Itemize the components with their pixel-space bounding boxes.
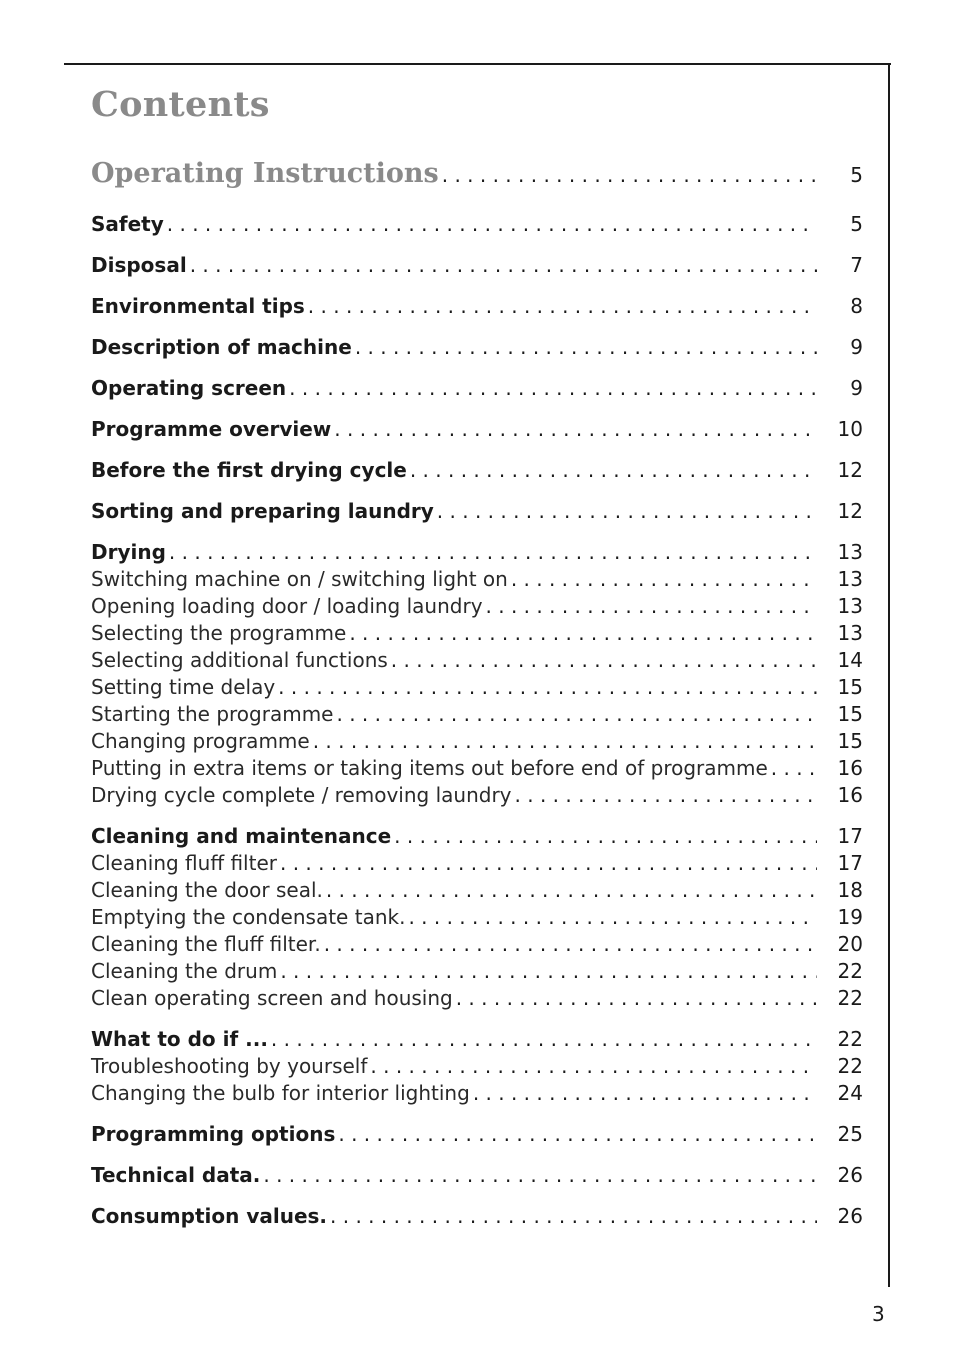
dot-leader [169,540,817,564]
top-rule [64,63,891,65]
dot-leader [391,648,817,672]
dot-leader [271,1027,817,1051]
toc-entry-page: 13 [837,540,863,564]
toc-entry[interactable] [91,294,863,321]
dot-leader [442,163,817,187]
dot-leader [308,294,817,318]
toc-subentry[interactable] [91,729,863,756]
toc-entry[interactable] [91,1163,863,1190]
toc-entry-label: Safety [91,212,164,236]
toc-entry[interactable] [91,499,863,526]
dot-leader [355,335,817,359]
toc-subentry[interactable] [91,878,863,905]
toc-entry[interactable] [91,540,863,567]
toc-entry-page: 19 [837,905,863,929]
toc-entry-label: Drying cycle complete / removing laundry [91,783,512,807]
toc-entry-label: Clean operating screen and housing [91,986,453,1010]
toc-entry[interactable] [91,458,863,485]
toc-entry-label: Troubleshooting by yourself [91,1054,368,1078]
dot-leader [456,986,817,1010]
toc-entry-page: 25 [837,1122,863,1146]
toc-entry-page: 9 [850,335,863,359]
toc-entry-page: 26 [837,1163,863,1187]
toc-entry-label: Selecting additional functions [91,648,388,672]
toc-entry-label: Operating Instructions [91,158,439,189]
toc-entry-page: 8 [850,294,863,318]
toc-entry-page: 22 [837,986,863,1010]
toc-entry-page: 13 [837,567,863,591]
toc-entry-label: Changing the bulb for interior lighting [91,1081,470,1105]
dot-leader [486,594,817,618]
toc-entry-label: Cleaning and maintenance [91,824,392,848]
dot-leader [278,675,817,699]
dot-leader [190,253,817,277]
dot-leader [473,1081,817,1105]
toc-subentry[interactable] [91,756,863,783]
toc-subentry[interactable] [91,594,863,621]
toc-entry-page: 20 [837,932,863,956]
toc-entry-label: Cleaning the door seal. [91,878,323,902]
toc-entry-label: Programming options [91,1122,336,1146]
dot-leader [394,824,817,848]
toc-entry-label: What to do if ... [91,1027,268,1051]
toc-entry-page: 16 [837,756,863,780]
toc-entry-page: 14 [837,648,863,672]
toc-entry-page: 9 [850,376,863,400]
toc-subentry[interactable] [91,567,863,594]
toc-entry-page: 15 [837,702,863,726]
toc-entry-label: Environmental tips [91,294,305,318]
dot-leader [324,932,817,956]
dot-leader [167,212,817,236]
dot-leader [313,729,817,753]
toc-subentry[interactable] [91,959,863,986]
toc-entry[interactable] [91,212,863,239]
dot-leader [330,1204,817,1228]
toc-part-heading[interactable] [91,158,863,198]
toc-entry-label: Selecting the programme [91,621,347,645]
toc-entry-label: Cleaning fluff filter [91,851,277,875]
dot-leader [326,878,817,902]
toc-subentry[interactable] [91,1054,863,1081]
page-title: Contents [91,84,270,125]
toc-entry-page: 22 [837,1054,863,1078]
toc-entry-page: 12 [837,499,863,523]
toc-entry-page: 15 [837,729,863,753]
toc-entry-label: Switching machine on / switching light on [91,567,508,591]
dot-leader [289,376,817,400]
dot-leader [338,1122,817,1146]
toc-entry-label: Sorting and preparing laundry [91,499,434,523]
dot-leader [771,756,817,780]
toc-entry[interactable] [91,1204,863,1231]
toc-entry[interactable] [91,253,863,280]
toc-entry[interactable] [91,417,863,444]
toc-subentry[interactable] [91,851,863,878]
toc-entry-label: Disposal [91,253,187,277]
toc-entry-label: Programme overview [91,417,332,441]
toc-entry-page: 17 [837,824,863,848]
toc-entry-page: 22 [837,1027,863,1051]
toc-entry-page: 5 [850,163,863,187]
toc-entry-label: Setting time delay [91,675,276,699]
toc-subentry[interactable] [91,783,863,810]
toc-subentry[interactable] [91,621,863,648]
toc-entry-page: 18 [837,878,863,902]
toc-entry-label: Drying [91,540,166,564]
dot-leader [370,1054,817,1078]
toc-entry[interactable] [91,376,863,403]
toc-entry-label: Cleaning the fluff filter. [91,932,321,956]
dot-leader [263,1163,817,1187]
toc-subentry[interactable] [91,1081,863,1108]
toc-entry-label: Before the first drying cycle [91,458,407,482]
dot-leader [410,458,817,482]
toc-entry-label: Changing programme [91,729,310,753]
toc-subentry[interactable] [91,675,863,702]
toc-subentry[interactable] [91,648,863,675]
toc-entry-page: 5 [850,212,863,236]
toc-entry-page: 26 [837,1204,863,1228]
toc-entry[interactable] [91,1027,863,1054]
toc-entry-page: 16 [837,783,863,807]
toc-entry-page: 24 [837,1081,863,1105]
toc-subentry[interactable] [91,702,863,729]
toc-entry-page: 22 [837,959,863,983]
toc-entry-page: 17 [837,851,863,875]
toc-entry-page: 12 [837,458,863,482]
toc-entry[interactable] [91,824,863,851]
dot-leader [408,905,817,929]
toc-entry[interactable] [91,1122,863,1149]
dot-leader [511,567,817,591]
toc-entry-label: Consumption values. [91,1204,328,1228]
toc-entry-label: Opening loading door / loading laundry [91,594,483,618]
toc-entry-label: Technical data. [91,1163,261,1187]
dot-leader [437,499,817,523]
toc-entry-page: 7 [850,253,863,277]
dot-leader [336,702,817,726]
toc-subentry[interactable] [91,905,863,932]
toc-entry-label: Description of machine [91,335,352,359]
page-number: 3 [872,1302,885,1326]
dot-leader [280,959,817,983]
toc-entry-label: Putting in extra items or taking items out before end of programme [91,756,768,780]
toc-entry[interactable] [91,335,863,362]
table-of-contents [91,158,863,1231]
toc-entry-label: Cleaning the drum [91,959,278,983]
dot-leader [515,783,817,807]
toc-subentry[interactable] [91,986,863,1013]
toc-entry-label: Emptying the condensate tank. [91,905,406,929]
toc-entry-label: Operating screen [91,376,287,400]
dot-leader [349,621,817,645]
toc-entry-label: Starting the programme [91,702,334,726]
toc-subentry[interactable] [91,932,863,959]
right-rule [888,63,890,1287]
dot-leader [334,417,817,441]
toc-entry-page: 10 [837,417,863,441]
toc-entry-page: 13 [837,621,863,645]
dot-leader [280,851,817,875]
toc-entry-page: 15 [837,675,863,699]
toc-entry-page: 13 [837,594,863,618]
